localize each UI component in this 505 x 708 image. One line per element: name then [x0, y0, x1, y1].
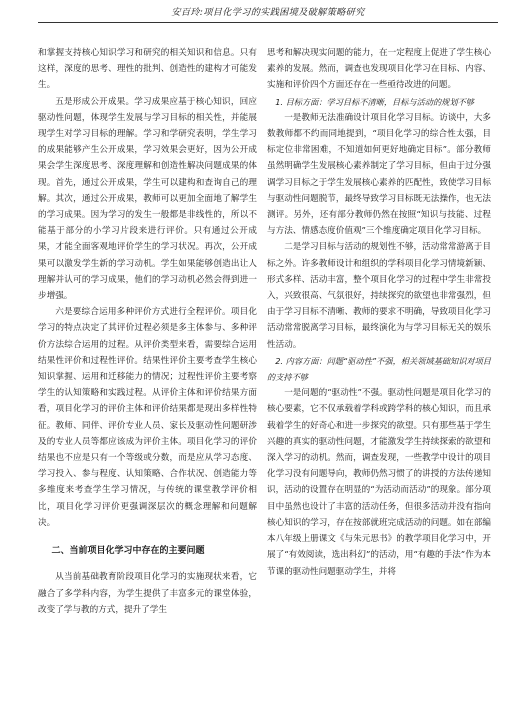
running-title: 安百玲:项目化学习的实践困境及破解策略研究 — [171, 7, 365, 18]
paragraph: 从当前基础教育阶段项目化学习的实施现状来看，它融合了多学科内容，为学生提供了丰富多元的课堂体验，改变了学与教的方式，提升了学生 — [38, 572, 257, 615]
running-header — [38, 0, 498, 23]
right-column — [267, 45, 491, 580]
paragraph: 一是问题的“驱动性”不强。驱动性问题是项目化学习的核心要素，它不仅承载着学科或跨学科的核心知识，而且承载着学生的好奇心和进一步探究的欲望。只有那些基于学生兴趣的真实的驱动性问题，才能激发学生持续探索的欲望和深入学习的动机。然而，调查发现，一些教学中设计的项目化学习没有问题导向，教师仍然习惯了的讲授的方法传递知识，活动的设置存在明显的“为活动而活动”的现象。部分项目中虽然也设计了丰富的活动任务，但很多活动并没有指向核心知识的学习，存在按部就班完成活动的问题。如在部编本八年级上册课文《与朱元思书》的教学项目化学习中，开展了“有效阅读，选出科幻”的活动，用“有趣的手法”作为本节课的驱动性问题驱动学生，并将 — [267, 388, 491, 577]
section-heading: 二、当前项目化学习中存在的主要问题 — [51, 546, 205, 557]
subsection-heading: 1. 目标方面：学习目标不清晰，目标与活动的规划不够 — [275, 96, 474, 107]
paragraph: 一是教师无法准确设计项目化学习目标。访谈中，大多数教师都不约而同地提到，“项目化学习的综合性太强，目标定位非常困难，不知道如何更好地确定目标”。部分教师虽然明确学生发展核心素养制定了学习目标，但由于过分强调学习目标之于学生发展核心素养的匹配性，致使学习目标与驱动性问题脱节，最终导致学习目标既无法操作，也无法测评。另外，还有部分教师仍然在按照“知识与技能、过程与方法、情感态度价值观”三个维度确定项目化学习目标。 — [267, 112, 491, 237]
paragraph: 五是形成公开成果。学习成果应基于核心知识，回应驱动性问题，体现学生发展与学习目标的相关性，并能展现学生对学习目标的理解。学习和学研究表明，学生学习的成果能够产生公开成果，学习效果会更好，因为公开成果会学生深度思考、深度理解和创造性解决问题成果的体现。首先，通过公开成果，学生可以建构和查询自己的理解。其次，通过公开成果，教师可以更加全面地了解学生的学习成果。因为学习的发生一般都是非线性的，所以不能基于部分的小学习片段来进行评价。只有通过公开成果，才能全面客观地评价学生的学习状况。再次，公开成果可以激发学生新的学习动机。学生如果能够创造出让人理解并认可的学习成果，他们的学习动机必然会得到进一步增强。 — [38, 96, 257, 302]
paragraph: 和掌握支持核心知识学习和研究的相关知识和信息。只有这样，深度的思考、理性的批判、创造性的建构才可能发生。 — [38, 48, 257, 91]
subsection-heading: 2. 内容方面：问题“驱动性”不强，相关领域基础知识对项目的支持不够 — [267, 355, 491, 383]
paragraph: 六是要综合运用多种评价方式进行全程评价。项目化学习的特点决定了其评价过程必须是多主体参与、多种评价方法综合运用的过程。从评价类型来看，需要综合运用结果性评价和过程性评价。结果性评价主要考查学生核心知识掌握、运用和迁移能力的情况；过程性评价主要考察学生的认知策略和实践过程。从评价主体和评价结果方面看，项目化学习的评价主体和评价结果都是现出多样性特征。教师、同伴、评价专业人员、家长及驱动性问题研涉及的专业人员等都应该成为评价主体。项目化学习的评价结果也不应是只有一个等级或分数，而是应从学习态度、学习投入、参与程度、认知策略、合作状况、创造能力等多维度来考查学生学习情况，与传统的课堂教学评价相比，项目化学习评价更强调深层次的概念理解和问题解决。 — [38, 307, 257, 528]
left-column — [38, 45, 257, 618]
paragraph: 思考和解决现实问题的能力，在一定程度上促进了学生核心素养的发展。然而，调查也发现项目化学习在目标、内容、实施和评价四个方面还存在一些亟待改进的问题。 — [267, 48, 491, 91]
paragraph: 二是学习目标与活动的规划性不够，活动常常游离于目标之外。许多教师设计和组织的学科项目化学习情境新颖、形式多样、活动丰富，整个项目化学习的过程中学生非常投入，兴致很高、气氛很好，持续探究的欲望也非常强烈，但由于学习目标不清晰、教师的要求不明确，导致项目化学习活动常常脱离学习目标，最终演化为与学习目标无关的娱乐性活动。 — [267, 242, 491, 350]
